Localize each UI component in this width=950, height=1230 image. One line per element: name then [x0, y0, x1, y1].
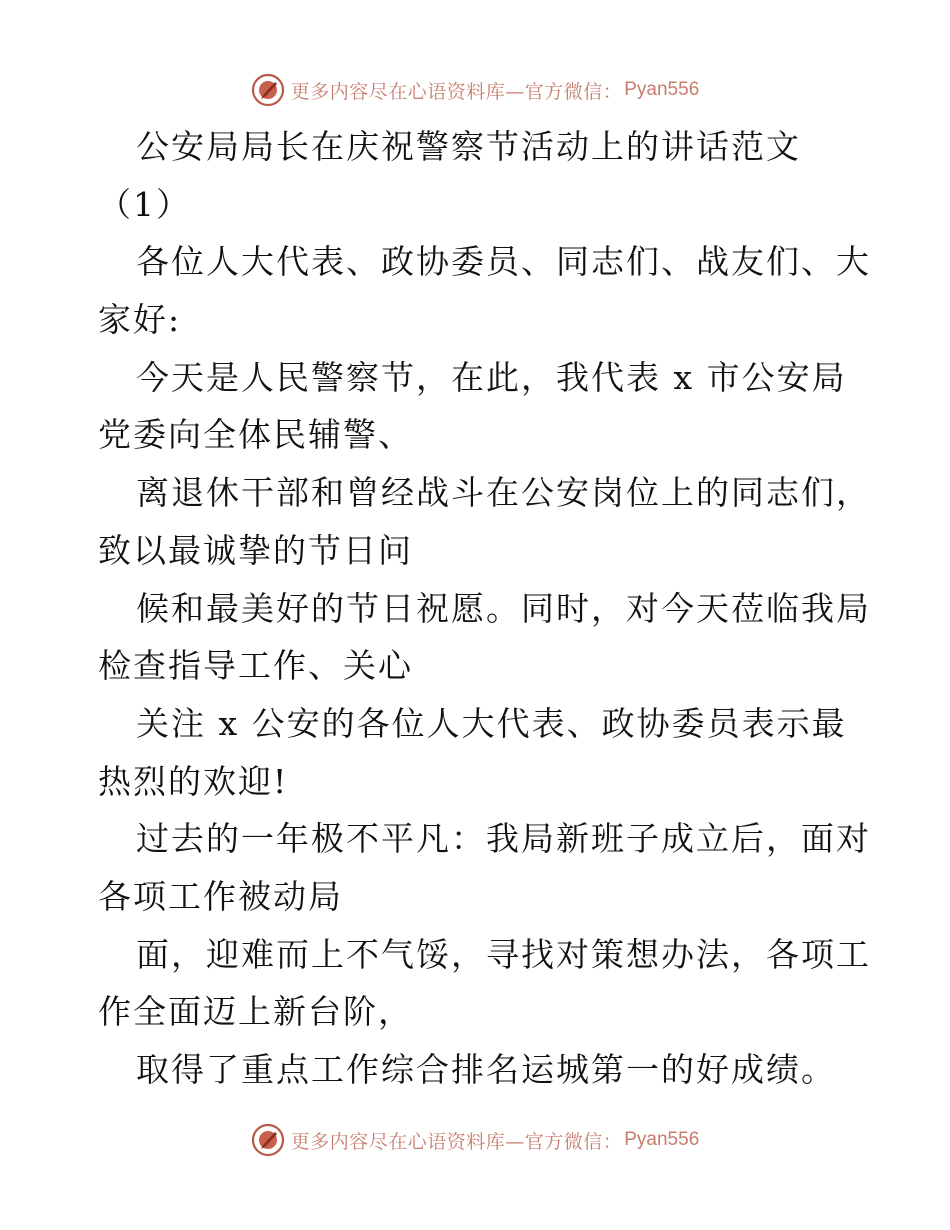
paragraph-line: 关注 x 公安的各位人大代表、政协委员表示最	[136, 703, 847, 743]
paragraph-line: 今天是人民警察节，在此，我代表 x 市公安局	[136, 357, 847, 397]
paragraph-line: 取得了重点工作综合排名运城第一的好成绩。	[136, 1050, 836, 1089]
wechat-id: Pyan556	[624, 79, 700, 100]
document-title-number: （1）	[98, 184, 191, 224]
paragraph-line: 过去的一年极不平凡：我局新班子成立后，面对	[136, 819, 871, 859]
paragraph-line: 候和最美好的节日祝愿。同时，对今天莅临我局	[136, 588, 871, 628]
document-title: 公安局局长在庆祝警察节活动上的讲话范文	[136, 127, 801, 166]
paragraph-line: 面，迎难而上不气馁，寻找对策想办法，各项工	[136, 934, 871, 974]
banner-text: 更多内容尽在心语资料库—官方微信：	[290, 1130, 623, 1153]
paragraph-line: 热烈的欢迎!	[98, 761, 289, 801]
paragraph-line: 检查指导工作、关心	[98, 646, 413, 686]
paragraph-line: 家好:	[98, 300, 182, 340]
paragraph-line: 离退休干部和曾经战斗在公安岗位上的同志们，	[136, 473, 871, 513]
footer-banner	[0, 1120, 950, 1160]
pen-logo-icon	[251, 73, 285, 107]
paragraph-line: 作全面迈上新台阶，	[98, 992, 413, 1032]
wechat-id: Pyan556	[624, 1129, 700, 1150]
header-banner	[0, 70, 950, 110]
pen-logo-icon	[251, 1123, 285, 1157]
paragraph-line: 各位人大代表、政协委员、同志们、战友们、大	[136, 242, 871, 282]
banner-text: 更多内容尽在心语资料库—官方微信：	[290, 80, 623, 103]
paragraph-line: 党委向全体民辅警、	[98, 415, 413, 455]
document-body	[98, 118, 871, 1099]
paragraph-line: 致以最诚挚的节日问	[98, 530, 413, 570]
paragraph-line: 各项工作被动局	[98, 876, 343, 916]
